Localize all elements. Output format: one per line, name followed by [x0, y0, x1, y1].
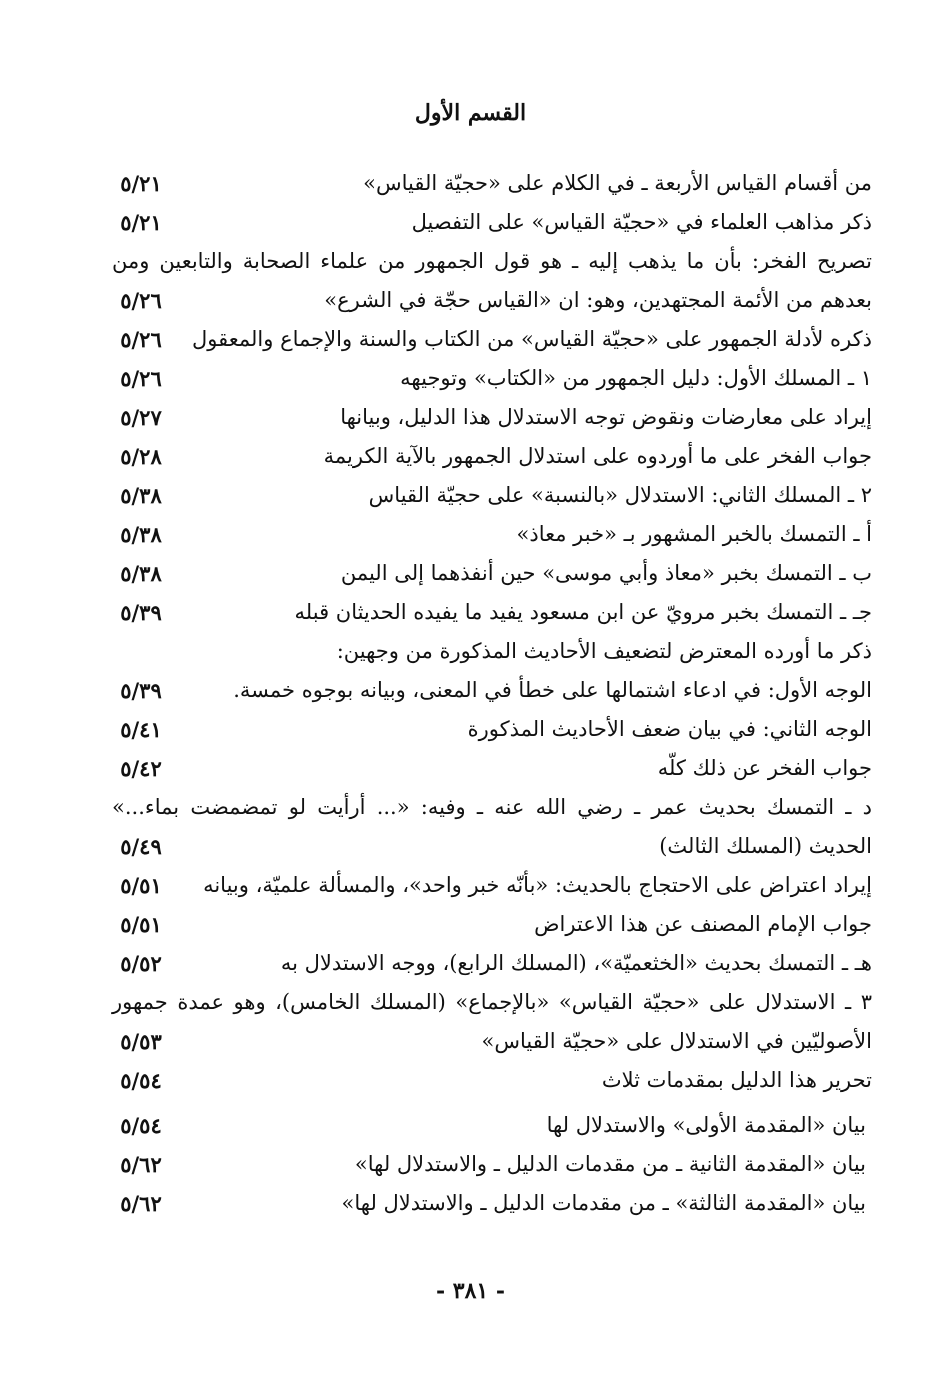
toc-entry-page: ٥/٦٢ — [120, 1191, 162, 1216]
toc-entry-text: أ ـ التمسك بالخبر المشهور بـ «خبر معاذ» — [516, 522, 872, 546]
toc-entry-text: ذكره لأدلة الجمهور على «حجيّة القياس» من الكتاب والسنة والإجماع والمعقول — [192, 327, 872, 351]
toc-entry — [112, 437, 872, 476]
toc-entry-text: تصريح الفخر: بأن ما يذهب إليه ـ هو قول الجمهور من علماء الصحابة والتابعين ومن بعدهم من الأئمة المجتهدين، وهو: ان «القياس حجّة في الشرع» — [112, 249, 872, 312]
toc-entry-text: ٣ ـ الاستدلال على «حجيّة القياس» «بالإجماع» (المسلك الخامس)، وهو عمدة جمهور الأصوليّين في الاستدلال على «حجيّة القياس» — [112, 990, 872, 1053]
toc-entry-page: ٥/٥٢ — [120, 951, 162, 976]
toc-entry — [112, 164, 872, 203]
section-heading: القسم الأول — [414, 100, 527, 126]
toc-entry — [112, 242, 872, 320]
toc-entry — [112, 515, 872, 554]
toc-entry-text: د ـ التمسك بحديث عمر ـ رضي الله عنه ـ وفيه: «... أرأيت لو تمضمضت بماء...» الحديث (المسلك الثالث) — [112, 795, 872, 858]
toc-entry-text: تحرير هذا الدليل بمقدمات ثلاث — [601, 1068, 872, 1092]
toc-entry-page: ٥/٤٩ — [120, 834, 162, 859]
toc-entry-text: ٢ ـ المسلك الثاني: الاستدلال «بالنسبة» على حجيّة القياس — [368, 483, 872, 507]
toc-entry-page: ٥/٥٤ — [120, 1113, 162, 1138]
toc-entry-text: بيان «المقدمة الثانية ـ من مقدمات الدليل ـ والاستدلال لها» — [354, 1152, 866, 1176]
toc-entry-page: ٥/٢٧ — [120, 405, 162, 430]
toc-entry-text: جواب الإمام المصنف عن هذا الاعتراض — [534, 912, 872, 936]
toc-entry-text: الوجه الأول: في ادعاء اشتمالها على خطأ في المعنى، وبيانه بوجوه خمسة. — [233, 678, 872, 702]
toc-entry-page: ٥/٢١ — [120, 171, 162, 196]
toc-entry-text: ذكر ما أورده المعترض لتضعيف الأحاديث المذكورة من وجهين: — [336, 639, 872, 663]
toc-entry — [112, 905, 872, 944]
toc-entry-text: ذكر مذاهب العلماء في «حجيّة القياس» على التفصيل — [411, 210, 872, 234]
toc-entry-page: ٥/٥١ — [120, 912, 162, 937]
toc-entry-page: ٥/٤٢ — [120, 756, 162, 781]
toc-entry — [112, 788, 872, 866]
toc-entry-page: ٥/٢٨ — [120, 444, 162, 469]
toc-entry-page: ٥/٢١ — [120, 210, 162, 235]
table-of-contents — [112, 164, 872, 1223]
page-number: - ٣٨١ - — [435, 1278, 506, 1304]
toc-entry-text: بيان «المقدمة الثالثة» ـ من مقدمات الدليل ـ والاستدلال لها» — [341, 1191, 866, 1215]
toc-entry — [112, 944, 872, 983]
toc-entry — [112, 983, 872, 1061]
toc-entry — [112, 593, 872, 632]
toc-entry-page: ٥/٥٣ — [120, 1029, 162, 1054]
toc-entry-page: ٥/٣٨ — [120, 561, 162, 586]
toc-entry-text: ب ـ التمسك بخبر «معاذ وأبي موسى» حين أنفذهما إلى اليمن — [340, 561, 872, 585]
toc-entry — [112, 320, 872, 359]
toc-entry-text: الوجه الثاني: في بيان ضعف الأحاديث المذكورة — [467, 717, 872, 741]
toc-entry-page: ٥/٣٩ — [120, 600, 162, 625]
toc-entry-page: ٥/٦٢ — [120, 1152, 162, 1177]
toc-entry — [112, 749, 872, 788]
toc-entry-text: من أقسام القياس الأربعة ـ في الكلام على «حجيّة القياس» — [363, 171, 872, 195]
toc-entry — [112, 1106, 872, 1145]
toc-entry — [112, 671, 872, 710]
toc-entry-text: ١ ـ المسلك الأول: دليل الجمهور من «الكتاب» وتوجيهه — [400, 366, 872, 390]
toc-entry-page: ٥/٤١ — [120, 717, 162, 742]
toc-entry-text: إيراد اعتراض على الاحتجاج بالحديث: «بأنّه خبر واحد»، والمسألة علميّة، وبيانه — [203, 873, 872, 897]
toc-entry-page: ٥/٥٤ — [120, 1068, 162, 1093]
toc-entry — [112, 1061, 872, 1100]
toc-entry-text: إيراد على معارضات ونقوض توجه الاستدلال هذا الدليل، وبيانها — [340, 405, 872, 429]
toc-entry — [112, 632, 872, 671]
toc-entry — [112, 203, 872, 242]
toc-entry — [112, 866, 872, 905]
toc-entry — [112, 1184, 872, 1223]
toc-entry-page: ٥/٥١ — [120, 873, 162, 898]
toc-entry — [112, 398, 872, 437]
toc-entry-page: ٥/٣٨ — [120, 522, 162, 547]
toc-entry-page: ٥/٢٦ — [120, 366, 162, 391]
toc-entry-page: ٥/٣٩ — [120, 678, 162, 703]
toc-entry-text: جـ ـ التمسك بخبر مرويّ عن ابن مسعود يفيد ما يفيده الحديثان قبله — [294, 600, 872, 624]
toc-entry-page: ٥/٢٦ — [120, 288, 162, 313]
toc-entry-text: جواب الفخر على ما أوردوه على استدلال الجمهور بالآية الكريمة — [323, 444, 872, 468]
toc-entry-text: جواب الفخر عن ذلك كلّه — [657, 756, 872, 780]
toc-entry-text: بيان «المقدمة الأولى» والاستدلال لها — [546, 1113, 866, 1137]
toc-entry — [112, 710, 872, 749]
toc-entry — [112, 476, 872, 515]
toc-entry-page: ٥/٣٨ — [120, 483, 162, 508]
toc-entry — [112, 1145, 872, 1184]
toc-entry — [112, 554, 872, 593]
toc-entry-page: ٥/٢٦ — [120, 327, 162, 352]
toc-entry-text: هـ ـ التمسك بحديث «الخثعميّة»، (المسلك الرابع)، ووجه الاستدلال به — [280, 951, 872, 975]
toc-entry — [112, 359, 872, 398]
